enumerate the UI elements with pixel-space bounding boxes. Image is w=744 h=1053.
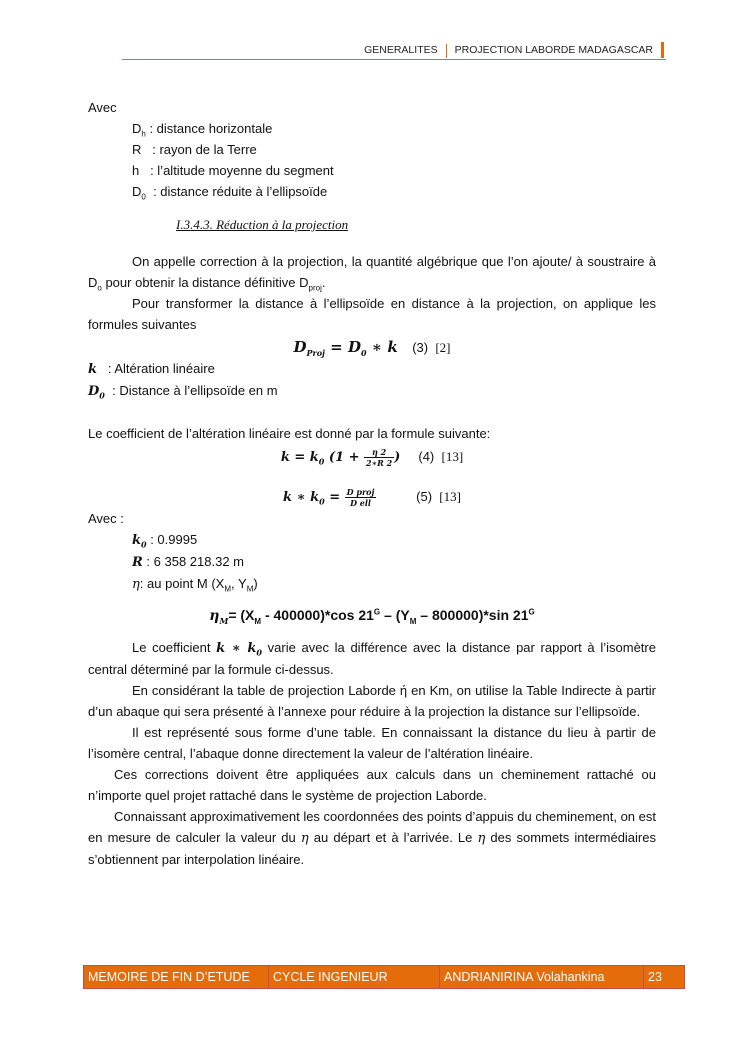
paragraph-coefficient: Le coefficient k ∗ $k_0$ varie avec la différence avec la distance par rapport à l’isomètre central déterminé par la formule ci-dessus.	[88, 640, 656, 677]
footer-document-type: MEMOIRE DE FIN D’ETUDE	[84, 966, 269, 988]
paragraph-table: En considérant la table de projection Laborde ή en Km, on utilise la Table Indirecte à partir d’un abaque qui sera présenté à l’annexe pour réduire à la projection la distance sur l’ellipsoïde.	[88, 683, 656, 719]
formula-5: k ∗ $k_0$ = $\frac{\text{D proj}}{\text{D ell}}$ (5) [13]	[283, 487, 461, 508]
definition-list	[88, 118, 656, 202]
def-d0-ellipsoid: $D_0$ : Distance à l’ellipsoïde en m	[88, 383, 278, 401]
coefficient-intro: Le coefficient de l’altération linéaire est donné par la formule suivante:	[88, 426, 491, 441]
formula-3-ref: [2]	[435, 340, 451, 355]
section-title: I.3.4.3. Réduction à la projection	[176, 217, 349, 232]
avec-label: Avec	[88, 100, 117, 115]
page-content	[88, 97, 656, 870]
footer-cycle: CYCLE INGENIEUR	[269, 966, 440, 988]
header-chapter: GENERALITES	[356, 44, 447, 58]
avec-label-2: Avec :	[88, 511, 124, 526]
footer-author: ANDRIANIRINA Volahankina	[440, 966, 644, 988]
page-header	[356, 42, 664, 58]
constants-list	[88, 529, 656, 595]
const-r: R : 6 358 218.32 m	[132, 554, 244, 570]
page-footer	[83, 965, 685, 989]
def-h: h : l’altitude moyenne du segment	[132, 163, 334, 178]
def-d0: $D_0$ : distance réduite à l’ellipsoïde	[132, 184, 328, 202]
header-accent-bar	[661, 42, 664, 58]
paragraph-transform: Pour transformer la distance à l’ellipsoïde en distance à la projection, on applique les formules suivantes	[88, 296, 656, 332]
paragraph-abaque: Il est représenté sous forme d’une table. En connaissant la distance du lieu à partir de l’isomère central, l’abaque donne directement la valeur de l’altération linéaire.	[88, 725, 656, 761]
eta-formula: $\eta_M= (X_M - 400000)*\cos$ $21^G - (Y_M - 800000)*\sin$ $21^G$	[209, 607, 535, 626]
paragraph-corrections: Ces corrections doivent être appliquées aux calculs dans un cheminement rattaché ou n’importe quel projet rattaché dans le système de projection Laborde.	[88, 767, 656, 803]
paragraph-correction: On appelle correction à la projection, la quantité algébrique que l’on ajoute/ à soustraire à $D_o$ pour obtenir la distance définitive $D_{proj}$.	[88, 254, 656, 293]
def-k: k : Altération linéaire	[88, 361, 215, 377]
def-dh: $D_h$ : distance horizontale	[132, 121, 273, 139]
formula-3-number: (3)	[412, 340, 429, 355]
formula-4: $k = k_0$ (1 + $\frac{\eta 2}{2∗R 2}$ ) (4) [13]	[280, 447, 464, 468]
header-subject: PROJECTION LABORDE MADAGASCAR	[454, 44, 653, 56]
formula-3: $D_{Proj} = D_0$ ∗ k (3) [2]	[293, 338, 451, 358]
const-eta: η: au point M ($X_M$, $Y_M$)	[132, 576, 258, 594]
def-r: R : rayon de la Terre	[132, 142, 257, 157]
header-rule	[122, 59, 666, 60]
paragraph-interpolation: Connaissant approximativement les coordonnées des points d’appuis du cheminement, on est en mesure de calculer la valeur du η au départ et à l’arrivée. Le η des sommets intermédiaires s’obtiennent par interpolation linéaire.	[88, 809, 656, 867]
const-k0: $k_0$ : 0.9995	[132, 532, 198, 550]
footer-page-number: 23	[648, 970, 662, 984]
